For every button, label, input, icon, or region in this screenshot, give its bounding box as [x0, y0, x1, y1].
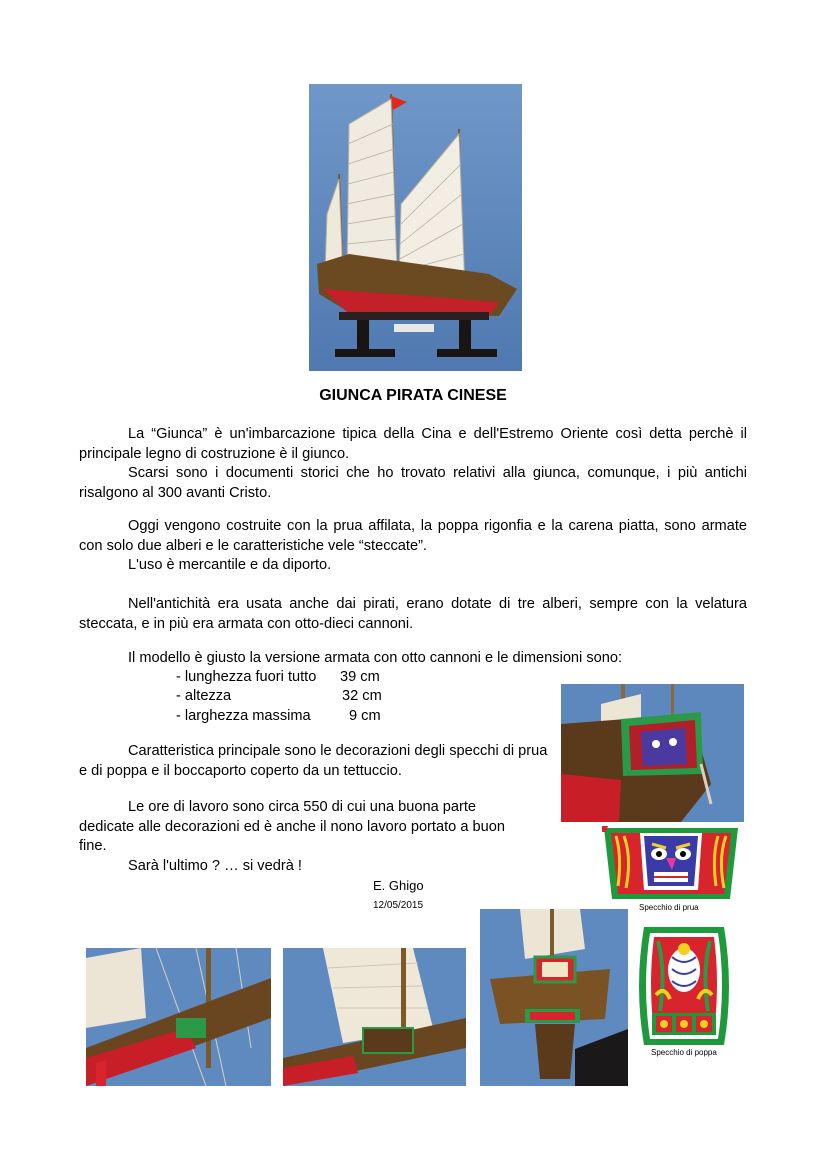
dimension-value: 39 cm [340, 669, 380, 685]
stern-mirror-drawing [634, 925, 734, 1047]
paragraph-block-1 [79, 425, 747, 503]
paragraph-block-4 [79, 649, 747, 669]
dimension-value: 32 cm [342, 688, 382, 704]
paragraph-9: Sarà l'ultimo ? … si vedrà ! [128, 857, 302, 874]
paragraph-8: Le ore di lavoro sono circa 550 di cui una buona parte dedicate alle decorazioni ed è anche il nono lavoro portato a buon fine. [79, 799, 505, 854]
paragraph-6: Il modello è giusto la versione armata con otto cannoni e le dimensioni sono: [128, 650, 623, 666]
dimension-row [176, 707, 381, 727]
paragraph-1: La “Giunca” è un'imbarcazione tipica della Cina e dell'Estremo Oriente così detta perchè il principale legno di costruzione è il giunco. [79, 426, 747, 462]
stern-photo [561, 684, 744, 822]
paragraph-4: L'uso è mercantile e da diporto. [128, 557, 332, 573]
bow-mirror-drawing [602, 826, 740, 901]
author-signature: E. Ghigo [373, 878, 424, 893]
paragraph-block-2 [79, 517, 747, 576]
signature-date: 12/05/2015 [373, 900, 424, 911]
dimension-label: - altezza [176, 688, 232, 704]
stern-mirror-caption: Specchio di poppa [651, 1048, 717, 1057]
dimension-row [176, 668, 380, 688]
paragraph-2: Scarsi sono i documenti storici che ho trovato relativi alla giunca, comunque, i più antichi risalgono al 300 avanti Cristo. [79, 465, 747, 501]
paragraph-block-6 [79, 798, 529, 876]
page-title: GIUNCA PIRATA CINESE [319, 387, 507, 404]
bow-mirror-caption: Specchio di prua [639, 903, 699, 912]
main-ship-photo [309, 84, 522, 371]
dimension-value: 9 cm [349, 708, 381, 724]
deck-photo-1 [86, 948, 271, 1086]
paragraph-5: Nell'antichità era usata anche dai pirati, erano dotate di tre alberi, sempre con la velatura steccata, e in più era armata con otto-dieci cannoni. [79, 596, 747, 632]
paragraph-7: Caratteristica principale sono le decorazioni degli specchi di prua e di poppa e il boccaporto coperto da un tettuccio. [79, 743, 548, 779]
dimension-row [176, 687, 382, 707]
deck-photo-2 [283, 948, 466, 1086]
stern-side-photo [480, 909, 628, 1086]
paragraph-block-5 [79, 742, 551, 781]
paragraph-3: Oggi vengono costruite con la prua affilata, la poppa rigonfia e la carena piatta, sono armate con solo due alberi e le caratteristiche vele “steccate”. [79, 518, 747, 554]
dimension-label: - larghezza massima [176, 708, 311, 724]
dimension-label: - lunghezza fuori tutto [176, 669, 317, 685]
paragraph-block-3 [79, 595, 747, 634]
